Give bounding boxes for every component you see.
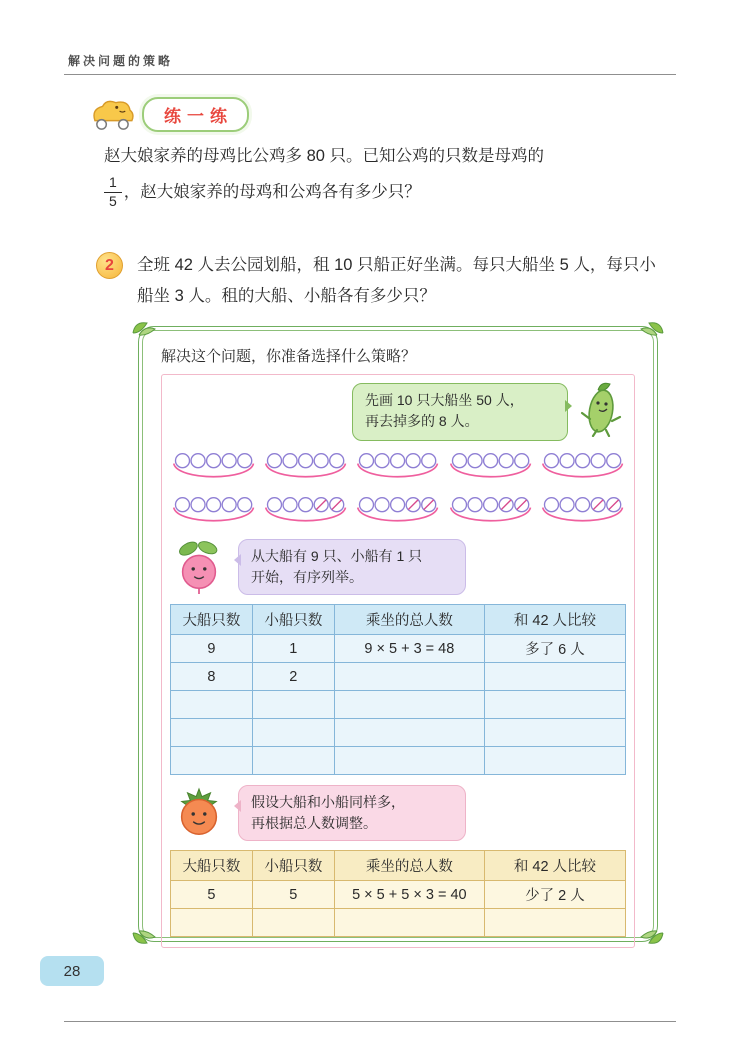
table-cell: 少了 2 人 [484,881,625,909]
table-cell [484,663,625,691]
table-cell [484,719,625,747]
leaf-decoration-icon [637,929,667,951]
table-cell [334,663,484,691]
leaf-decoration-icon [129,315,159,337]
boat-drawing [170,450,257,485]
table-row [171,909,626,937]
practice-section-header [88,96,249,132]
table-cell [484,747,625,775]
table-header-row [171,851,626,881]
table-header-cell: 乘坐的总人数 [334,605,484,635]
green-bubble-line1: 先画 10 只大船坐 50 人， [365,392,524,408]
boat-drawing [447,450,534,485]
tomato-character-icon [172,785,226,841]
table-row [171,663,626,691]
table-cell [171,909,253,937]
boat-drawing [539,494,626,529]
pink-bubble-line2: 再根据总人数调整。 [251,815,377,831]
table-cell [252,909,334,937]
pea-pod-character-icon [578,379,624,437]
table-row [171,747,626,775]
cart-character-icon [88,96,136,132]
purple-bubble-line2: 开始，有序列举。 [251,569,363,585]
table-cell [252,719,334,747]
practice-problem [104,142,664,210]
fraction-numerator: 1 [104,174,122,193]
boat-drawing [539,450,626,485]
table-cell: 8 [171,663,253,691]
table-cell: 5 × 5 + 5 × 3 = 40 [334,881,484,909]
table-header-cell: 大船只数 [171,605,253,635]
table-header-cell: 小船只数 [252,851,334,881]
table-cell [334,909,484,937]
table-cell: 9 × 5 + 3 = 48 [334,635,484,663]
purple-bubble-line1: 从大船有 9 只、小船有 1 只 [251,548,423,564]
boat-drawing [354,450,441,485]
problem-2-text: 全班 42 人去公园划船，租 10 只船正好坐满。每只大船坐 5 人，每只小船坐 3 人。租的大船、小船各有多少只？ [137,256,656,305]
table-cell [334,747,484,775]
table-cell [484,691,625,719]
boat-drawing [170,494,257,529]
table-cell: 多了 6 人 [484,635,625,663]
strategy-question: 解决这个问题，你准备选择什么策略？ [161,348,417,365]
fraction-one-fifth [104,174,122,210]
leaf-decoration-icon [637,315,667,337]
page-number-badge: 28 [40,956,104,986]
table-header-cell: 和 42 人比较 [484,851,625,881]
green-bubble-line2: 再去掉多的 8 人。 [365,413,479,429]
boat-drawing [262,450,349,485]
table-cell [171,691,253,719]
assume-strategy-table [170,850,626,937]
top-divider [64,74,676,75]
table-cell [171,719,253,747]
table-row [171,691,626,719]
pink-bubble-line1: 假设大船和小船同样多， [251,794,405,810]
boat-row-2 [170,494,626,529]
table-cell [484,909,625,937]
boat-row-1 [170,450,626,485]
table-cell: 5 [171,881,253,909]
purple-speech-bubble [238,539,466,595]
boat-drawing [447,494,534,529]
boat-drawing [262,494,349,529]
green-speech-bubble [352,383,568,441]
pink-speech-bubble [238,785,466,841]
table-cell [334,719,484,747]
boat-drawing [354,494,441,529]
radish-character-icon [172,539,226,595]
bottom-divider [64,1021,676,1022]
table-cell [252,691,334,719]
problem-2-number-badge: 2 [96,252,123,279]
practice-problem-line2: ，赵大娘家养的母鸡和公鸡各有多少只？ [123,183,421,202]
table-cell: 9 [171,635,253,663]
table-cell: 2 [252,663,334,691]
table-header-cell: 乘坐的总人数 [334,851,484,881]
table-cell: 5 [252,881,334,909]
table-header-cell: 和 42 人比较 [484,605,625,635]
table-header-cell: 小船只数 [252,605,334,635]
table-header-row [171,605,626,635]
running-header: 解决问题的策略 [68,54,174,68]
list-strategy-table [170,604,626,775]
practice-problem-line1: 赵大娘家养的母鸡比公鸡多 80 只。已知公鸡的只数是母鸡的 [104,147,545,165]
leaf-decoration-icon [129,929,159,951]
table-cell: 1 [252,635,334,663]
strategy-work-area [161,374,635,948]
practice-badge: 练一练 [142,97,249,132]
table-row [171,719,626,747]
table-cell [334,691,484,719]
table-header-cell: 大船只数 [171,851,253,881]
table-cell [252,747,334,775]
table-row [171,635,626,663]
problem-2 [96,250,664,311]
table-cell [171,747,253,775]
table-row [171,881,626,909]
fraction-denominator: 5 [109,192,117,209]
strategy-box [138,326,658,942]
